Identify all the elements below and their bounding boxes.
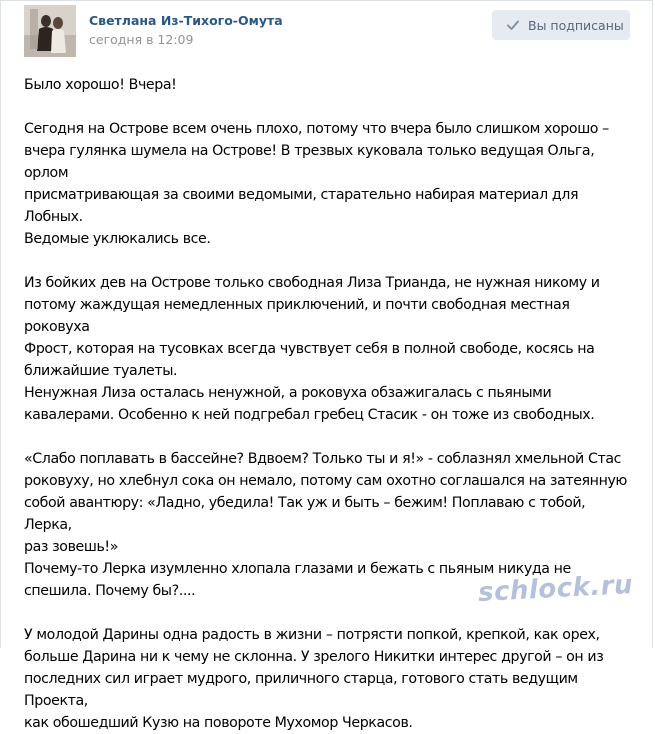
post-text-line: роковуху, но хлебнул сока он немало, потому сам охотно соглашался на затеянную <box>24 473 627 489</box>
post-text-line: ближайшие туалеты. <box>24 363 178 379</box>
post-text-line: Из бойких дев на Острове только свободная Лиза Трианда, не нужная никому и <box>24 275 600 291</box>
post-header <box>1 1 654 61</box>
post-text-line: Ненужная Лиза осталась ненужной, а роковуха обзажигалась с пьяными <box>24 385 552 401</box>
post-text-line: как обошедший Кузю на повороте Мухомор Черкасов. <box>24 715 413 731</box>
paragraph-gap <box>24 426 636 448</box>
post-text-line: раз зовешь!» <box>24 539 118 555</box>
post-text-line: У молодой Дарины одна радость в жизни – потрясти попкой, крепкой, как орех, <box>24 627 600 643</box>
post-text-line: Было хорошо! Вчера! <box>24 77 177 93</box>
post-text-line: Ведомые уклюкались все. <box>24 231 211 247</box>
subscribed-button[interactable] <box>492 10 630 40</box>
paragraph-gap <box>24 602 636 624</box>
checkmark-icon <box>506 18 520 32</box>
paragraph-gap <box>24 96 636 118</box>
post-text-line: Лобных. <box>24 209 83 225</box>
post-text-line: «Слабо поплавать в бассейне? Вдвоем? Только ты и я!» - соблазнял хмельной Стас <box>24 451 622 467</box>
watermark-logo: schlock.ru <box>477 569 634 609</box>
author-name-link[interactable]: Светлана Из-Тихого-Омута <box>89 13 283 28</box>
post-text-line: кавалерами. Особенно к ней подгребал гребец Стасик - он тоже из свободных. <box>24 407 595 423</box>
post-text-line: вчера гулянка шумела на Острове! В трезвых куковала только ведущая Ольга, орлом <box>24 143 595 181</box>
post-text <box>24 74 636 734</box>
avatar-photo <box>24 5 76 57</box>
author-avatar[interactable] <box>24 5 76 57</box>
post-text-line: больше Дарина ни к чему не склонна. У зрелого Никитки интерес другой – он из <box>24 649 604 665</box>
post-date[interactable]: сегодня в 12:09 <box>89 32 194 47</box>
subscribed-button-label: Вы подписаны <box>528 17 624 33</box>
post-text-line: присматривающая за своими ведомыми, старательно набирая материал для <box>24 187 579 203</box>
post-text-line: потому жаждущая немедленных приключений, и почти свободная местная роковуха <box>24 297 570 335</box>
post-text-line: Почему-то Лерка изумленно хлопала глазами и бежать с пьяным никуда не <box>24 561 571 577</box>
post-text-line: собой авантюру: «Ладно, убедила! Так уж и быть – бежим! Поплаваю с тобой, Лерка, <box>24 495 586 533</box>
post-text-line: Фрост, которая на тусовках всегда чувствует себя в полной свободе, косясь на <box>24 341 595 357</box>
post-text-line: Сегодня на Острове всем очень плохо, потому что вчера было слишком хорошо – <box>24 121 609 137</box>
post-text-line: спешила. Почему бы?.... <box>24 583 196 599</box>
post-text-line: последних сил играет мудрого, приличного старца, готового стать ведущим Проекта, <box>24 671 578 709</box>
paragraph-gap <box>24 250 636 272</box>
